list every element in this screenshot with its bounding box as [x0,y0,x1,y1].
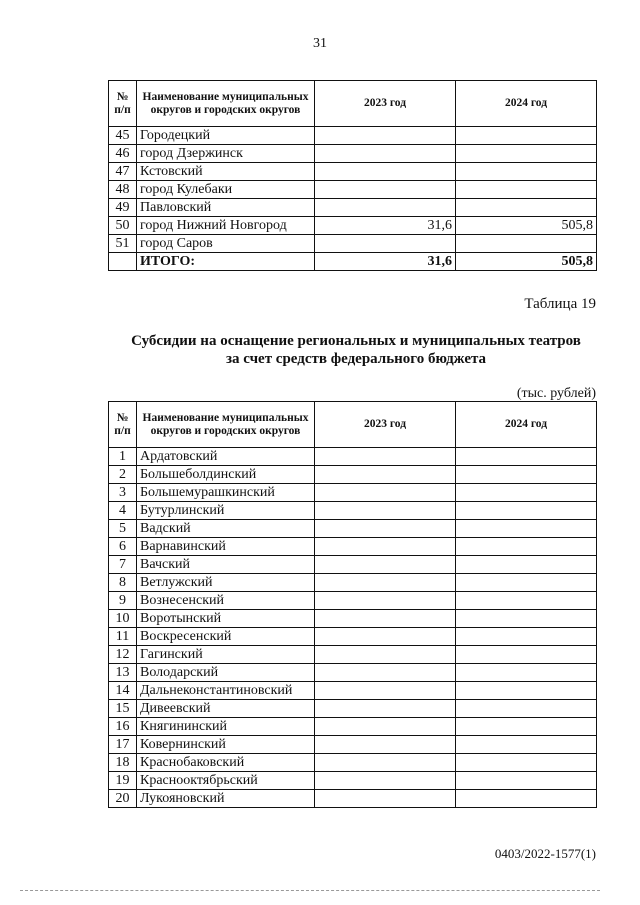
total-value-2023: 31,6 [315,253,456,271]
row-value-2023 [315,448,456,466]
row-value-2023: 31,6 [315,217,456,235]
row-value-2024 [456,682,597,700]
row-value-2024 [456,520,597,538]
row-name: Бутурлинский [137,502,315,520]
row-value-2024 [456,538,597,556]
table-row [109,163,597,181]
table-row [109,646,597,664]
row-value-2023 [315,538,456,556]
table-row [109,790,597,808]
table-row [109,520,597,538]
row-name: Ардатовский [137,448,315,466]
row-name: Краснобаковский [137,754,315,772]
row-number: 12 [109,646,137,664]
table-header-row [109,81,597,127]
row-number: 5 [109,520,137,538]
row-value-2023 [315,754,456,772]
row-name: Варнавинский [137,538,315,556]
total-number [109,253,137,271]
row-value-2023 [315,718,456,736]
row-number: 19 [109,772,137,790]
table-row [109,610,597,628]
row-number: 48 [109,181,137,199]
table-row [109,199,597,217]
row-number: 6 [109,538,137,556]
row-value-2023 [315,520,456,538]
header-num: № п/п [109,81,137,127]
row-number: 4 [109,502,137,520]
row-value-2024 [456,574,597,592]
table-row [109,145,597,163]
table-row [109,502,597,520]
row-number: 8 [109,574,137,592]
units-label: (тыс. рублей) [516,386,596,401]
row-value-2024 [456,502,597,520]
row-name: город Саров [137,235,315,253]
row-name: Дальнеконстантиновский [137,682,315,700]
table-row [109,736,597,754]
header-2023: 2023 год [315,81,456,127]
row-number: 15 [109,700,137,718]
page-bottom-line [20,890,600,891]
row-value-2024 [456,718,597,736]
row-number: 46 [109,145,137,163]
row-value-2024 [456,448,597,466]
header-2023: 2023 год [315,402,456,448]
header-2024: 2024 год [456,402,597,448]
row-value-2023 [315,145,456,163]
table-continued [108,80,597,271]
row-name: Ветлужский [137,574,315,592]
row-value-2023 [315,556,456,574]
row-name: Вачский [137,556,315,574]
row-value-2024 [456,592,597,610]
table-row [109,628,597,646]
row-value-2023 [315,736,456,754]
row-value-2023 [315,772,456,790]
page-number: 31 [313,36,327,51]
row-value-2023 [315,235,456,253]
row-name: город Дзержинск [137,145,315,163]
row-value-2024 [456,556,597,574]
table-row [109,664,597,682]
table-row [109,682,597,700]
row-number: 10 [109,610,137,628]
row-name: Городецкий [137,127,315,145]
table-row [109,754,597,772]
row-number: 13 [109,664,137,682]
row-name: Княгининский [137,718,315,736]
table-row [109,574,597,592]
row-name: Павловский [137,199,315,217]
total-value-2024: 505,8 [456,253,597,271]
row-name: Гагинский [137,646,315,664]
row-name: Ковернинский [137,736,315,754]
header-name: Наименование муниципальных округов и городских округов [137,81,315,127]
row-number: 7 [109,556,137,574]
table-row [109,466,597,484]
header-num: № п/п [109,402,137,448]
table-row [109,556,597,574]
row-name: Кстовский [137,163,315,181]
row-name: Лукояновский [137,790,315,808]
table-19 [108,401,597,808]
row-value-2024 [456,181,597,199]
row-number: 9 [109,592,137,610]
table-row [109,592,597,610]
row-value-2024: 505,8 [456,217,597,235]
row-number: 17 [109,736,137,754]
table-row [109,127,597,145]
table-row [109,181,597,199]
table-caption: Таблица 19 [524,296,596,312]
row-value-2023 [315,484,456,502]
row-number: 14 [109,682,137,700]
row-value-2024 [456,145,597,163]
row-value-2024 [456,700,597,718]
row-name: Вознесенский [137,592,315,610]
row-name: Большеболдинский [137,466,315,484]
subsidy-title-line2: за счет средств федерального бюджета [225,351,487,367]
row-value-2024 [456,772,597,790]
row-value-2024 [456,163,597,181]
row-value-2023 [315,127,456,145]
row-name: Воротынский [137,610,315,628]
row-value-2024 [456,646,597,664]
table-header-row [109,402,597,448]
row-number: 45 [109,127,137,145]
header-name: Наименование муниципальных округов и городских округов [137,402,315,448]
row-value-2024 [456,664,597,682]
row-value-2024 [456,790,597,808]
row-number: 3 [109,484,137,502]
subsidy-title [0,332,640,368]
row-name: город Кулебаки [137,181,315,199]
row-value-2024 [456,754,597,772]
row-number: 18 [109,754,137,772]
row-name: Воскресенский [137,628,315,646]
row-value-2024 [456,127,597,145]
row-name: Володарский [137,664,315,682]
row-value-2024 [456,736,597,754]
row-name: Краснооктябрьский [137,772,315,790]
row-value-2023 [315,664,456,682]
table-row [109,538,597,556]
total-row [109,253,597,271]
row-number: 51 [109,235,137,253]
row-number: 16 [109,718,137,736]
row-value-2023 [315,466,456,484]
row-value-2023 [315,646,456,664]
table-row [109,772,597,790]
row-value-2023 [315,700,456,718]
table-row [109,217,597,235]
table-row [109,484,597,502]
row-value-2023 [315,592,456,610]
total-label: ИТОГО: [137,253,315,271]
table-row [109,718,597,736]
row-value-2023 [315,682,456,700]
subsidy-title-line1: Субсидии на оснащение региональных и муниципальных театров [131,333,581,349]
row-value-2023 [315,574,456,592]
row-number: 1 [109,448,137,466]
table-row [109,448,597,466]
row-number: 20 [109,790,137,808]
row-value-2024 [456,628,597,646]
header-2024: 2024 год [456,81,597,127]
row-number: 2 [109,466,137,484]
row-number: 47 [109,163,137,181]
document-code: 0403/2022-1577(1) [494,846,596,861]
table-row [109,700,597,718]
row-value-2024 [456,610,597,628]
row-value-2023 [315,610,456,628]
row-value-2023 [315,790,456,808]
row-value-2024 [456,466,597,484]
row-name: город Нижний Новгород [137,217,315,235]
row-value-2024 [456,199,597,217]
row-number: 50 [109,217,137,235]
row-value-2024 [456,484,597,502]
row-value-2023 [315,181,456,199]
row-number: 11 [109,628,137,646]
row-name: Вадский [137,520,315,538]
row-name: Дивеевский [137,700,315,718]
row-number: 49 [109,199,137,217]
table-row [109,235,597,253]
row-value-2023 [315,628,456,646]
row-value-2023 [315,199,456,217]
row-value-2023 [315,502,456,520]
row-value-2024 [456,235,597,253]
row-name: Большемурашкинский [137,484,315,502]
row-value-2023 [315,163,456,181]
